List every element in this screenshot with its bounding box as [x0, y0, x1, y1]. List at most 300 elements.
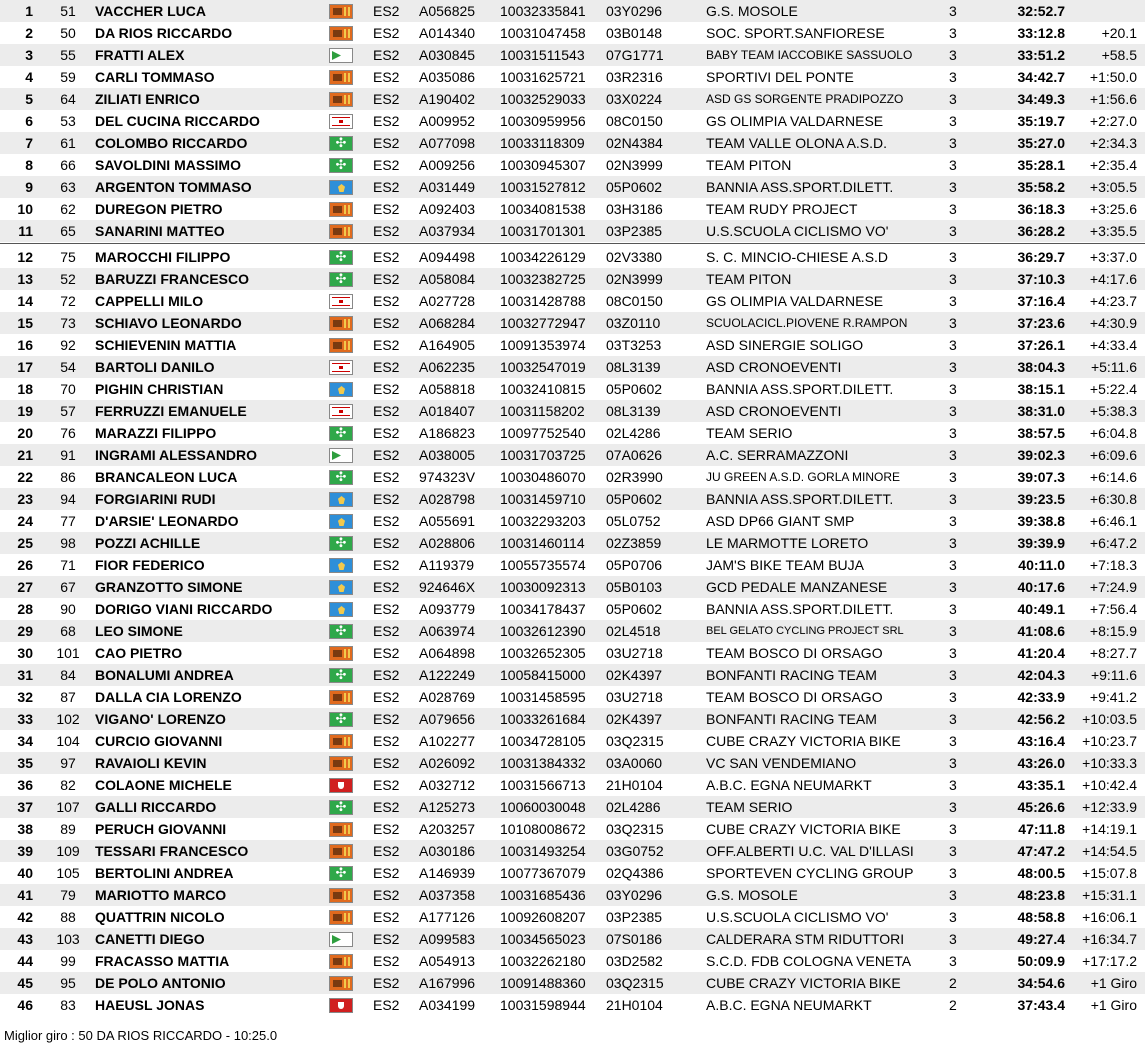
result-row: [0, 356, 1145, 378]
position-cell: 28: [17, 601, 33, 617]
category-cell: ES2: [373, 113, 400, 129]
gap-cell: +8:15.9: [1089, 623, 1137, 639]
time-cell: 39:38.8: [1017, 513, 1065, 529]
time-cell: 40:11.0: [1018, 557, 1065, 573]
time-cell: 37:23.6: [1017, 315, 1065, 331]
gap-cell: +9:11.6: [1090, 667, 1137, 683]
time-cell: 42:33.9: [1017, 689, 1065, 705]
laps-cell: 3: [949, 491, 957, 507]
region-flag-icon: [329, 180, 353, 195]
team-code-cell: 08L3139: [606, 403, 661, 419]
gap-cell: +15:07.8: [1082, 865, 1137, 881]
laps-cell: 3: [949, 799, 957, 815]
bib-number-cell: 59: [60, 69, 76, 85]
rider-name-cell: SAVOLDINI MASSIMO: [95, 157, 241, 173]
laps-cell: 3: [949, 689, 957, 705]
team-name-cell: SPORTIVI DEL PONTE: [706, 69, 854, 85]
laps-cell: 2: [949, 997, 957, 1013]
result-row: [0, 378, 1145, 400]
region-flag-icon: [329, 844, 353, 859]
team-code-cell: 08C0150: [606, 113, 663, 129]
laps-cell: 3: [949, 69, 957, 85]
time-cell: 47:47.2: [1017, 843, 1065, 859]
position-cell: 8: [25, 157, 33, 173]
region-flag-icon: [329, 558, 353, 573]
region-flag-icon: [329, 756, 353, 771]
license-cell: A079656: [419, 711, 476, 727]
laps-cell: 3: [949, 601, 957, 617]
rider-name-cell: SCHIAVO LEONARDO: [95, 315, 242, 331]
uci-id-cell: 10031428788: [500, 293, 586, 309]
team-name-cell: BANNIA ASS.SPORT.DILETT.: [706, 601, 894, 617]
region-flag-icon: [329, 316, 353, 331]
team-code-cell: 03H3186: [606, 201, 663, 217]
time-cell: 43:26.0: [1017, 755, 1065, 771]
time-cell: 36:28.2: [1017, 223, 1065, 239]
license-cell: A054913: [419, 953, 476, 969]
category-cell: ES2: [373, 271, 400, 287]
result-row: [0, 132, 1145, 154]
uci-id-cell: 10034178437: [500, 601, 586, 617]
rider-name-cell: INGRAMI ALESSANDRO: [95, 447, 258, 463]
gap-cell: +20.1: [1101, 25, 1137, 41]
result-row: [0, 884, 1145, 906]
team-name-cell: VC SAN VENDEMIANO: [706, 755, 857, 771]
laps-cell: 3: [949, 381, 957, 397]
team-code-cell: 02Q4386: [606, 865, 664, 881]
team-code-cell: 05P0602: [606, 601, 663, 617]
bib-number-cell: 91: [60, 447, 76, 463]
time-cell: 38:04.3: [1017, 359, 1065, 375]
laps-cell: 3: [949, 733, 957, 749]
category-cell: ES2: [373, 975, 400, 991]
bib-number-cell: 73: [60, 315, 76, 331]
uci-id-cell: 10031459710: [500, 491, 586, 507]
category-cell: ES2: [373, 579, 400, 595]
bib-number-cell: 63: [60, 179, 76, 195]
rider-name-cell: COLAONE MICHELE: [95, 777, 232, 793]
team-name-cell: BABY TEAM IACCOBIKE SASSUOLO: [706, 48, 913, 62]
team-name-cell: BEL GELATO CYCLING PROJECT SRL: [706, 625, 904, 637]
laps-cell: 3: [949, 337, 957, 353]
gap-cell: +1:50.0: [1089, 69, 1137, 85]
bib-number-cell: 61: [60, 135, 76, 151]
rider-name-cell: ZILIATI ENRICO: [95, 91, 200, 107]
team-code-cell: 02N4384: [606, 135, 663, 151]
laps-cell: 3: [949, 47, 957, 63]
gap-cell: +12:33.9: [1082, 799, 1137, 815]
rider-name-cell: PERUCH GIOVANNI: [95, 821, 227, 837]
result-row: [0, 422, 1145, 444]
bib-number-cell: 72: [60, 293, 76, 309]
time-cell: 39:23.5: [1017, 491, 1065, 507]
team-code-cell: 21H0104: [606, 777, 663, 793]
time-cell: 34:42.7: [1017, 69, 1065, 85]
result-row: [0, 532, 1145, 554]
gap-cell: +14:19.1: [1082, 821, 1137, 837]
team-name-cell: GS OLIMPIA VALDARNESE: [706, 113, 884, 129]
bib-number-cell: 87: [60, 689, 76, 705]
team-code-cell: 21H0104: [606, 997, 663, 1013]
position-cell: 42: [17, 909, 33, 925]
result-row: [0, 752, 1145, 774]
bib-number-cell: 102: [56, 711, 80, 727]
gap-cell: +6:09.6: [1089, 447, 1137, 463]
license-cell: A027728: [419, 293, 476, 309]
license-cell: A031449: [419, 179, 476, 195]
uci-id-cell: 10032293203: [500, 513, 586, 529]
uci-id-cell: 10034565023: [500, 931, 586, 947]
laps-cell: 3: [949, 469, 957, 485]
result-row: [0, 664, 1145, 686]
laps-cell: 3: [949, 25, 957, 41]
position-cell: 19: [17, 403, 33, 419]
team-name-cell: A.B.C. EGNA NEUMARKT: [706, 777, 872, 793]
rider-name-cell: GALLI RICCARDO: [95, 799, 217, 815]
uci-id-cell: 10055735574: [500, 557, 586, 573]
region-flag-icon: [329, 114, 353, 129]
region-flag-icon: [329, 580, 353, 595]
gap-cell: +5:22.4: [1089, 381, 1137, 397]
team-name-cell: A.C. SERRAMAZZONI: [706, 447, 849, 463]
position-cell: 10: [17, 201, 33, 217]
result-row: [0, 862, 1145, 884]
gap-cell: +4:23.7: [1089, 293, 1137, 309]
time-cell: 35:19.7: [1017, 113, 1065, 129]
team-code-cell: 02K4397: [606, 711, 663, 727]
team-code-cell: 03Y0296: [606, 887, 663, 903]
license-cell: A102277: [419, 733, 476, 749]
category-cell: ES2: [373, 865, 400, 881]
laps-cell: 3: [949, 953, 957, 969]
team-code-cell: 08L3139: [606, 359, 661, 375]
team-name-cell: BANNIA ASS.SPORT.DILETT.: [706, 179, 894, 195]
category-cell: ES2: [373, 69, 400, 85]
gap-cell: +2:34.3: [1089, 135, 1137, 151]
team-code-cell: 03A0060: [606, 755, 663, 771]
laps-cell: 3: [949, 623, 957, 639]
laps-cell: 3: [949, 667, 957, 683]
region-flag-icon: [329, 250, 353, 265]
time-cell: 45:26.6: [1017, 799, 1065, 815]
category-cell: ES2: [373, 799, 400, 815]
team-code-cell: 05P0706: [606, 557, 663, 573]
team-code-cell: 03U2718: [606, 689, 663, 705]
rider-name-cell: HAEUSL JONAS: [95, 997, 205, 1013]
bib-number-cell: 76: [60, 425, 76, 441]
rider-name-cell: BERTOLINI ANDREA: [95, 865, 234, 881]
category-cell: ES2: [373, 425, 400, 441]
bib-number-cell: 84: [60, 667, 76, 683]
uci-id-cell: 10032612390: [500, 623, 586, 639]
result-row: [0, 686, 1145, 708]
time-cell: 36:18.3: [1017, 201, 1065, 217]
rider-name-cell: CANETTI DIEGO: [95, 931, 205, 947]
time-cell: 40:17.6: [1017, 579, 1065, 595]
team-name-cell: A.B.C. EGNA NEUMARKT: [706, 997, 872, 1013]
region-flag-icon: [329, 602, 353, 617]
rider-name-cell: SCHIEVENIN MATTIA: [95, 337, 237, 353]
category-cell: ES2: [373, 535, 400, 551]
bib-number-cell: 103: [56, 931, 80, 947]
time-cell: 48:58.8: [1017, 909, 1065, 925]
license-cell: A037358: [419, 887, 476, 903]
position-cell: 3: [25, 47, 33, 63]
team-code-cell: 07A0626: [606, 447, 663, 463]
position-cell: 15: [17, 315, 33, 331]
laps-cell: 3: [949, 711, 957, 727]
team-name-cell: GS OLIMPIA VALDARNESE: [706, 293, 884, 309]
rider-name-cell: FORGIARINI RUDI: [95, 491, 216, 507]
result-row: [0, 268, 1145, 290]
team-name-cell: ASD CRONOEVENTI: [706, 359, 842, 375]
uci-id-cell: 10077367079: [500, 865, 586, 881]
bib-number-cell: 99: [60, 953, 76, 969]
team-name-cell: TEAM PITON: [706, 157, 792, 173]
license-cell: A028769: [419, 689, 476, 705]
uci-id-cell: 10031703725: [500, 447, 586, 463]
gap-cell: +10:42.4: [1082, 777, 1137, 793]
gap-cell: +2:35.4: [1089, 157, 1137, 173]
license-cell: A092403: [419, 201, 476, 217]
time-cell: 34:54.6: [1017, 975, 1065, 991]
team-code-cell: 02V3380: [606, 249, 663, 265]
region-flag-icon: [329, 448, 353, 463]
gap-cell: +4:17.6: [1089, 271, 1137, 287]
result-row: [0, 906, 1145, 928]
license-cell: A062235: [419, 359, 476, 375]
position-cell: 22: [17, 469, 33, 485]
result-row: [0, 0, 1145, 22]
license-cell: A122249: [419, 667, 476, 683]
team-name-cell: TEAM RUDY PROJECT: [706, 201, 858, 217]
rider-name-cell: POZZI ACHILLE: [95, 535, 201, 551]
result-row: [0, 400, 1145, 422]
license-cell: A167996: [419, 975, 476, 991]
bib-number-cell: 83: [60, 997, 76, 1013]
region-flag-icon: [329, 998, 353, 1013]
result-row: [0, 290, 1145, 312]
uci-id-cell: 10058415000: [500, 667, 586, 683]
team-name-cell: BONFANTI RACING TEAM: [706, 667, 877, 683]
position-cell: 38: [17, 821, 33, 837]
time-cell: 38:15.1: [1017, 381, 1065, 397]
license-cell: A058818: [419, 381, 476, 397]
time-cell: 35:58.2: [1017, 179, 1065, 195]
bib-number-cell: 86: [60, 469, 76, 485]
rider-name-cell: PIGHIN CHRISTIAN: [95, 381, 224, 397]
result-row: [0, 466, 1145, 488]
team-code-cell: 03Q2315: [606, 975, 664, 991]
team-name-cell: ASD DP66 GIANT SMP: [706, 513, 855, 529]
uci-id-cell: 10031625721: [500, 69, 586, 85]
license-cell: A146939: [419, 865, 476, 881]
category-cell: ES2: [373, 315, 400, 331]
gap-cell: +9:41.2: [1089, 689, 1137, 705]
uci-id-cell: 10031460114: [500, 535, 585, 551]
laps-cell: 3: [949, 821, 957, 837]
rider-name-cell: VACCHER LUCA: [95, 3, 206, 19]
category-cell: ES2: [373, 337, 400, 353]
bib-number-cell: 101: [56, 645, 80, 661]
time-cell: 37:43.4: [1017, 997, 1065, 1013]
position-cell: 9: [25, 179, 33, 195]
category-cell: ES2: [373, 733, 400, 749]
rider-name-cell: QUATTRIN NICOLO: [95, 909, 225, 925]
result-row: [0, 774, 1145, 796]
laps-cell: 3: [949, 293, 957, 309]
time-cell: 47:11.8: [1018, 821, 1065, 837]
time-cell: 42:04.3: [1017, 667, 1065, 683]
license-cell: A014340: [419, 25, 476, 41]
rider-name-cell: DEL CUCINA RICCARDO: [95, 113, 260, 129]
rider-name-cell: MARAZZI FILIPPO: [95, 425, 217, 441]
laps-cell: 3: [949, 887, 957, 903]
position-cell: 18: [17, 381, 33, 397]
team-code-cell: 03P2385: [606, 223, 663, 239]
team-name-cell: ASD CRONOEVENTI: [706, 403, 842, 419]
bib-number-cell: 95: [60, 975, 76, 991]
region-flag-icon: [329, 822, 353, 837]
license-cell: A064898: [419, 645, 476, 661]
result-row: [0, 972, 1145, 994]
category-cell: ES2: [373, 223, 400, 239]
uci-id-cell: 10030486070: [500, 469, 586, 485]
position-cell: 25: [17, 535, 33, 551]
category-cell: ES2: [373, 645, 400, 661]
team-code-cell: 05P0602: [606, 179, 663, 195]
team-name-cell: CUBE CRAZY VICTORIA BIKE: [706, 733, 901, 749]
license-cell: A056825: [419, 3, 476, 19]
uci-id-cell: 10031566713: [500, 777, 586, 793]
position-cell: 33: [17, 711, 33, 727]
bib-number-cell: 53: [60, 113, 76, 129]
uci-id-cell: 10060030048: [500, 799, 586, 815]
team-code-cell: 02R3990: [606, 469, 663, 485]
laps-cell: 3: [949, 909, 957, 925]
time-cell: 37:10.3: [1017, 271, 1065, 287]
category-cell: ES2: [373, 821, 400, 837]
laps-cell: 3: [949, 931, 957, 947]
category-cell: ES2: [373, 491, 400, 507]
uci-id-cell: 10091488360: [500, 975, 586, 991]
position-cell: 44: [17, 953, 33, 969]
result-row: [0, 198, 1145, 220]
position-cell: 29: [17, 623, 33, 639]
position-cell: 37: [17, 799, 33, 815]
team-code-cell: 03G0752: [606, 843, 664, 859]
team-code-cell: 03P2385: [606, 909, 663, 925]
team-name-cell: BONFANTI RACING TEAM: [706, 711, 877, 727]
result-row: [0, 730, 1145, 752]
bib-number-cell: 79: [60, 887, 76, 903]
team-name-cell: TEAM PITON: [706, 271, 792, 287]
region-flag-icon: [329, 932, 353, 947]
position-cell: 36: [17, 777, 33, 793]
gap-cell: +16:06.1: [1082, 909, 1137, 925]
uci-id-cell: 10031511543: [500, 47, 585, 63]
license-cell: A125273: [419, 799, 476, 815]
gap-cell: +10:03.5: [1082, 711, 1137, 727]
time-cell: 37:26.1: [1017, 337, 1065, 353]
uci-id-cell: 10031158202: [500, 403, 585, 419]
result-row: [0, 66, 1145, 88]
team-name-cell: S.C.D. FDB COLOGNA VENETA: [706, 953, 912, 969]
bib-number-cell: 54: [60, 359, 76, 375]
team-name-cell: G.S. MOSOLE: [706, 3, 798, 19]
gap-cell: +3:25.6: [1089, 201, 1137, 217]
result-row: [0, 88, 1145, 110]
region-flag-icon: [329, 888, 353, 903]
bib-number-cell: 94: [60, 491, 76, 507]
position-cell: 46: [17, 997, 33, 1013]
uci-id-cell: 10097752540: [500, 425, 586, 441]
team-code-cell: 03T3253: [606, 337, 662, 353]
laps-cell: 3: [949, 425, 957, 441]
category-cell: ES2: [373, 755, 400, 771]
laps-cell: 3: [949, 249, 957, 265]
rider-name-cell: RAVAIOLI KEVIN: [95, 755, 207, 771]
bib-number-cell: 71: [60, 557, 76, 573]
uci-id-cell: 10034081538: [500, 201, 586, 217]
team-name-cell: BANNIA ASS.SPORT.DILETT.: [706, 491, 894, 507]
result-row: [0, 950, 1145, 972]
group-divider: [0, 243, 1145, 244]
result-row: [0, 818, 1145, 840]
position-cell: 21: [17, 447, 33, 463]
team-code-cell: 03B0148: [606, 25, 663, 41]
result-row: [0, 928, 1145, 950]
rider-name-cell: FRATTI ALEX: [95, 47, 185, 63]
position-cell: 2: [25, 25, 33, 41]
bib-number-cell: 55: [60, 47, 76, 63]
license-cell: A164905: [419, 337, 476, 353]
rider-name-cell: DUREGON PIETRO: [95, 201, 223, 217]
best-lap-note: Miglior giro : 50 DA RIOS RICCARDO - 10:25.0: [4, 1028, 278, 1043]
position-cell: 43: [17, 931, 33, 947]
license-cell: A032712: [419, 777, 476, 793]
position-cell: 39: [17, 843, 33, 859]
laps-cell: 3: [949, 201, 957, 217]
uci-id-cell: 10031598944: [500, 997, 586, 1013]
team-code-cell: 02K4397: [606, 667, 663, 683]
region-flag-icon: [329, 668, 353, 683]
rider-name-cell: FERRUZZI EMANUELE: [95, 403, 247, 419]
region-flag-icon: [329, 136, 353, 151]
region-flag-icon: [329, 4, 353, 19]
position-cell: 40: [17, 865, 33, 881]
gap-cell: +2:27.0: [1089, 113, 1137, 129]
license-cell: A055691: [419, 513, 476, 529]
team-code-cell: 05P0602: [606, 381, 663, 397]
position-cell: 11: [18, 223, 33, 239]
uci-id-cell: 10031493254: [500, 843, 586, 859]
team-name-cell: JAM'S BIKE TEAM BUJA: [706, 557, 865, 573]
uci-id-cell: 10092608207: [500, 909, 586, 925]
result-row: [0, 840, 1145, 862]
team-code-cell: 02L4286: [606, 425, 661, 441]
uci-id-cell: 10031458595: [500, 689, 586, 705]
region-flag-icon: [329, 778, 353, 793]
category-cell: ES2: [373, 249, 400, 265]
uci-id-cell: 10032410815: [500, 381, 586, 397]
category-cell: ES2: [373, 711, 400, 727]
license-cell: A035086: [419, 69, 476, 85]
team-name-cell: TEAM SERIO: [706, 425, 793, 441]
license-cell: 924646X: [419, 579, 476, 595]
time-cell: 33:12.8: [1017, 25, 1065, 41]
region-flag-icon: [329, 910, 353, 925]
